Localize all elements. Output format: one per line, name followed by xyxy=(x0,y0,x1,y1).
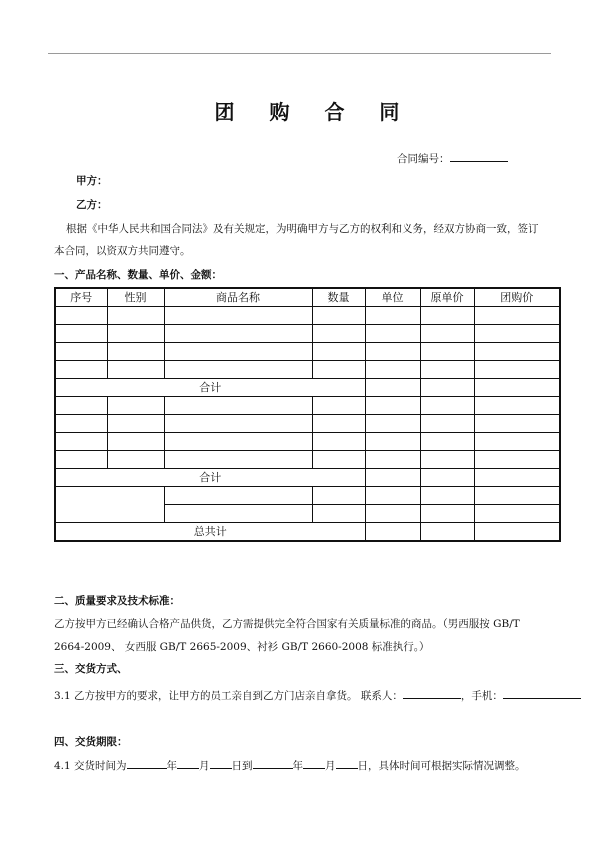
page-title: 团 购 合 同 xyxy=(214,100,414,124)
table-row xyxy=(55,397,560,415)
contract-number xyxy=(397,150,508,166)
delivery-line xyxy=(54,687,581,703)
end-month-blank[interactable] xyxy=(303,757,325,769)
period-month2-label: 月 xyxy=(325,760,336,772)
goods-table xyxy=(54,287,561,542)
section-3-heading: 三、交货方式、 xyxy=(54,663,128,675)
table-row xyxy=(55,361,560,379)
section-4-heading: 四、交货期限： xyxy=(54,736,128,748)
start-month-blank[interactable] xyxy=(177,757,199,769)
section-1-heading: 一、产品名称、数量、单价、金额： xyxy=(54,269,222,281)
table-row xyxy=(55,433,560,451)
table-row xyxy=(55,325,560,343)
start-day-blank[interactable] xyxy=(210,757,232,769)
section-2-heading: 二、质量要求及技术标准： xyxy=(54,595,180,607)
phone-blank[interactable] xyxy=(503,687,581,699)
subtotal-label-2: 合计 xyxy=(55,469,365,487)
phone-label: ，手机： xyxy=(460,690,503,702)
period-prefix: 4.1 交货时间为 xyxy=(54,760,127,772)
period-day-to-label: 日到 xyxy=(231,760,253,772)
table-row xyxy=(55,451,560,469)
grand-total-label: 总共计 xyxy=(55,523,365,542)
contact-person-blank[interactable] xyxy=(403,687,461,699)
contract-number-label: 合同编号： xyxy=(397,153,450,165)
table-row xyxy=(55,343,560,361)
preamble-line-2: 本合同，以资双方共同遵守。 xyxy=(54,245,191,257)
period-year2-label: 年 xyxy=(292,760,304,772)
col-header-original-price: 原单价 xyxy=(420,288,474,307)
subtotal-row xyxy=(55,379,560,397)
preamble-line-1: 根据《中华人民共和国合同法》及有关规定，为明确甲方与乙方的权利和义务，经双方协商一致，签订 xyxy=(66,223,539,235)
grand-total-row xyxy=(55,523,560,542)
end-day-blank[interactable] xyxy=(336,757,358,769)
col-header-group-price: 团购价 xyxy=(474,288,560,307)
col-header-index: 序号 xyxy=(55,288,107,307)
start-year-blank[interactable] xyxy=(127,757,167,769)
quality-line-1: 乙方按甲方已经确认合格产品供货，乙方需提供完全符合国家有关质量标准的商品。（男西服按 GB/T xyxy=(54,618,520,630)
period-year-label: 年 xyxy=(166,760,178,772)
table-row xyxy=(55,415,560,433)
party-a-label: 甲方： xyxy=(76,175,108,187)
subtotal-row-2 xyxy=(55,469,560,487)
delivery-text: 3.1 乙方按甲方的要求，让甲方的员工亲自到乙方门店亲自拿货。 联系人： xyxy=(54,690,403,702)
table-row xyxy=(55,307,560,325)
col-header-product-name: 商品名称 xyxy=(164,288,312,307)
period-month-label: 月 xyxy=(199,760,210,772)
col-header-unit: 单位 xyxy=(365,288,420,307)
subtotal-label: 合计 xyxy=(55,379,365,397)
col-header-quantity: 数量 xyxy=(312,288,365,307)
contract-number-blank[interactable] xyxy=(450,150,508,162)
table-header-row xyxy=(55,288,560,307)
col-header-gender: 性别 xyxy=(107,288,164,307)
quality-line-2: 2664-2009、 女西服 GB/T 2665-2009、衬衫 GB/T 2660-2008 标准执行。） xyxy=(54,641,430,653)
delivery-period-line xyxy=(54,757,526,773)
table-row xyxy=(55,487,560,505)
party-b-label: 乙方： xyxy=(76,199,108,211)
header-rule xyxy=(48,53,551,54)
period-suffix: 日，具体时间可根据实际情况调整。 xyxy=(357,760,526,772)
end-year-blank[interactable] xyxy=(253,757,293,769)
